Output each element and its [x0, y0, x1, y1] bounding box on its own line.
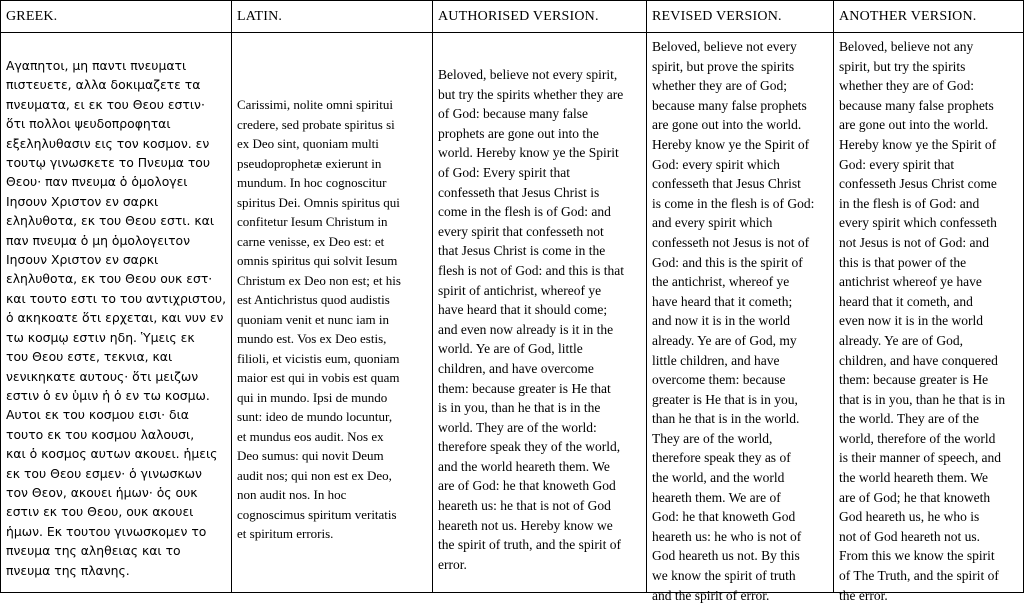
text-line: Christum ex Deo non est; et his	[237, 272, 401, 288]
text-line: confesseth not Jesus is not of	[652, 234, 810, 250]
text-line: εστιν εκ του Θεου, ουκ ακουει	[6, 504, 194, 520]
text-line: πνευματα, ει εκ του Θεου εστιν·	[6, 96, 205, 112]
text-line: Carissimi, nolite omni spiritui	[237, 97, 393, 112]
text-line: credere, sed probate spiritus si	[237, 116, 395, 132]
text-line: sunt: ideo de mundo locuntur,	[237, 409, 393, 424]
text-line: have heard that it cometh;	[652, 293, 793, 309]
text-line: come in the flesh is of God: and	[438, 204, 611, 220]
text-line: quoniam venit et nunc iam in	[237, 311, 389, 327]
text-line: the antichrist, whereof ye	[652, 274, 790, 290]
text-line: confesseth that Jesus Christ	[652, 176, 801, 192]
text-line: and even now already is it in the	[438, 321, 614, 337]
text-line: maior est qui in vobis est quam	[237, 370, 400, 385]
text-line: Ιησουν Χριστον εν σαρκι	[6, 193, 159, 209]
text-line: εξεληλυθασιν εις τον κοσμον. εν	[6, 135, 210, 151]
text-line: than he that is in the world.	[652, 411, 800, 427]
text-line: ὅτι πολλοι ψευδοπροφηται	[6, 116, 171, 132]
text-line: mundo est. Vos ex Deo estis,	[237, 331, 387, 346]
text-line: και τουτο εστι το του αντιχριστου,	[6, 290, 227, 306]
text-line: God: every spirit which	[652, 156, 780, 172]
text-line: filioli, et vicistis eum, quoniam	[237, 350, 400, 366]
text-line: already. Ye are of God,	[839, 332, 963, 348]
text-line: the world, and the world	[652, 470, 785, 486]
text-line: pseudoprophetæ exierunt in	[237, 155, 382, 171]
text-line: πνευμα της αληθειας και το	[6, 543, 181, 559]
text-line: εστιν ὁ εν ὑμιν ἡ ὁ εν τω κοσμω.	[6, 387, 210, 403]
text-line: God heareth us, he who is	[839, 509, 980, 525]
another-version-text-cell	[834, 33, 1023, 603]
text-line: ex Deo sint, quoniam multi	[237, 136, 379, 151]
text-line: world. Hereby know ye the Spirit	[438, 145, 619, 161]
text-line: τον Θεον, ακουει ἡμων· ὁς ουκ	[6, 484, 198, 500]
text-line: Deo sumus: qui novit Deum	[237, 448, 384, 463]
text-line: whether they are of God;	[652, 78, 787, 94]
text-line: τουτῳ γινωσκετε το Πνευμα του	[6, 155, 211, 171]
text-line: ὁ ακηκοατε ὅτι ερχεται, και νυν εν	[6, 310, 224, 326]
text-line: are of God; he that knoweth	[839, 489, 991, 505]
text-line: world. They are of the world:	[438, 419, 597, 435]
text-line: of God: because many false	[438, 106, 588, 122]
text-line: this is that power of the	[839, 254, 967, 270]
text-line: est Antichristus quod audistis	[237, 292, 390, 307]
text-line: of The Truth, and the spirit of	[839, 568, 999, 584]
text-line: Ιησουν Χριστον εν σαρκι	[6, 252, 159, 268]
text-line: God: every spirit that	[839, 156, 955, 172]
text-line: that Jesus Christ is come in the	[438, 243, 606, 259]
text-line: audit nos; qui non est ex Deo,	[237, 467, 392, 483]
text-line: ἡμων. Εκ τουτου γινωσκομεν το	[6, 523, 207, 539]
text-line: Hereby know ye the Spirit of	[839, 136, 997, 152]
text-line: we know the spirit of truth	[652, 568, 796, 584]
text-line: and the world heareth them. We	[438, 458, 610, 474]
text-line: but try the spirits whether they are	[438, 86, 624, 102]
text-line: children, and have conquered	[839, 352, 998, 368]
text-line: world, therefore of the world	[839, 430, 996, 446]
text-line: of God: Every spirit that	[438, 164, 570, 180]
text-line: From this we know the spirit	[839, 548, 995, 564]
text-line: cognoscimus spiritum veritatis	[237, 506, 397, 522]
text-line: heareth them. We are of	[652, 489, 781, 505]
header-latin: LATIN.	[232, 1, 433, 32]
text-line: little children, and have	[652, 352, 780, 368]
text-line: spiritus Dei. Omnis spiritus qui	[237, 194, 400, 210]
text-line: therefore speak they of the world,	[438, 439, 621, 455]
header-revised-version: REVISED VERSION.	[647, 1, 834, 32]
text-line: τουτο εκ του κοσμου λαλουσι,	[6, 426, 195, 442]
text-line: already. Ye are of God, my	[652, 332, 797, 348]
text-line: They are of the world,	[652, 430, 773, 446]
text-line: Αυτοι εκ του κοσμου εισι· δια	[6, 407, 189, 423]
text-line: that is in you, than he that is in	[839, 391, 1006, 407]
text-line: the error.	[839, 587, 888, 603]
text-line: confitetur Iesum Christum in	[237, 214, 388, 229]
revised-version-text-cell	[647, 33, 834, 603]
header-greek: GREEK.	[1, 1, 232, 32]
text-line: non audit nos. In hoc	[237, 487, 347, 502]
text-line: τω κοσμῳ εστιν ηδη. Ὑμεις εκ	[6, 329, 195, 345]
text-line: are gone out into the world.	[839, 117, 989, 133]
text-line: Beloved, believe not every spirit,	[438, 67, 618, 82]
text-line: heareth not us. Hereby know we	[438, 517, 613, 533]
text-line: spirit, but try the spirits	[839, 58, 966, 74]
text-line: therefore speak they as of	[652, 450, 791, 466]
text-line: every spirit that confesseth not	[438, 223, 604, 239]
text-line: and every spirit which	[652, 215, 773, 231]
text-line: heard that it cometh, and	[839, 293, 973, 309]
text-line: του Θεου εστε, τεκνια, και	[6, 349, 173, 365]
text-line: the world. They are of the	[839, 411, 979, 427]
greek-text-cell	[1, 33, 232, 592]
text-line: εληλυθοτα, εκ του Θεου ουκ εστ·	[6, 271, 213, 287]
text-line: world. Ye are of God, little	[438, 341, 583, 357]
text-line: spirit of antichrist, whereof ye	[438, 282, 602, 298]
text-line: have heard that it should come;	[438, 302, 608, 318]
text-line: εκ του Θεου εσμεν· ὁ γινωσκων	[6, 465, 202, 481]
text-line: not of God heareth not us.	[839, 528, 980, 544]
text-line: are gone out into the world.	[652, 117, 802, 133]
authorised-version-text-cell	[433, 33, 647, 592]
text-line: error.	[438, 556, 467, 572]
text-line: whether they are of God:	[839, 78, 974, 94]
text-line: εληλυθοτα, εκ του Θεου εστι. και	[6, 213, 215, 229]
text-line: πνευμα της πλανης.	[6, 562, 130, 578]
text-line: qui in mundo. Ipsi de mundo	[237, 389, 388, 405]
text-line: and the spirit of error.	[652, 587, 770, 603]
text-line: νενικηκατε αυτους· ὅτι μειζων	[6, 368, 199, 384]
text-line: God: and this is the spirit of	[652, 254, 803, 270]
text-line: confesseth Jesus Christ come	[839, 176, 997, 192]
text-line: the world heareth them. We	[839, 470, 988, 486]
text-line: are of God: he that knoweth God	[438, 478, 616, 494]
text-line: overcome them: because	[652, 372, 786, 388]
text-line: et mundus eos audit. Nos ex	[237, 428, 384, 444]
latin-text-cell	[232, 33, 433, 592]
text-line: mundum. In hoc cognoscitur	[237, 175, 387, 190]
text-line: confesseth that Jesus Christ is	[438, 184, 600, 200]
text-line: is their manner of speech, and	[839, 450, 1001, 466]
text-line: God: he that knoweth God	[652, 509, 796, 525]
text-line: God heareth us not. By this	[652, 548, 800, 564]
text-line: because many false prophets	[839, 97, 994, 113]
text-line: heareth us: he who is not of	[652, 528, 802, 544]
text-line: Hereby know ye the Spirit of	[652, 136, 810, 152]
text-line: και ὁ κοσμος αυτων ακουει. ἡμεις	[6, 446, 218, 462]
text-line: πιστευετε, αλλα δοκιμαζετε τα	[6, 77, 201, 93]
text-line: prophets are gone out into the	[438, 125, 599, 141]
text-line: greater is He that is in you,	[652, 391, 798, 407]
text-line: the spirit of truth, and the spirit of	[438, 537, 621, 553]
text-line: carne venisse, ex Deo est: et	[237, 233, 385, 249]
text-line: children, and have overcome	[438, 360, 594, 376]
text-line: in the flesh is of God: and	[839, 195, 980, 211]
text-line: every spirit which confesseth	[839, 215, 997, 231]
text-line: antichrist whereof ye have	[839, 274, 982, 290]
text-line: not Jesus is not of God: and	[839, 234, 989, 250]
text-line: because many false prophets	[652, 97, 807, 113]
text-line: even now it is in the world	[839, 313, 983, 329]
text-line: flesh is not of God: and this is that	[438, 262, 624, 278]
text-line: spirit, but prove the spirits	[652, 58, 795, 74]
text-line: et spiritum erroris.	[237, 526, 334, 541]
text-line: them: because greater is He that	[438, 380, 611, 396]
text-line: is come in the flesh is of God:	[652, 195, 815, 211]
text-line: παν πνευμα ὁ μη ὁμολογειτον	[6, 232, 191, 248]
header-another-version: ANOTHER VERSION.	[839, 9, 977, 24]
text-line: them: because greater is He	[839, 372, 989, 388]
header-authorised-version: AUTHORISED VERSION.	[433, 1, 647, 32]
text-line: and now it is in the world	[652, 313, 790, 329]
text-line: Beloved, believe not any	[839, 39, 974, 54]
text-line: heareth us: he that is not of God	[438, 498, 611, 514]
text-line: Αγαπητοι, μη παντι πνευματι	[6, 58, 187, 73]
text-line: is in you, than he that is in the	[438, 400, 601, 416]
text-line: omnis spiritus qui solvit Iesum	[237, 253, 398, 268]
text-line: Beloved, believe not every	[652, 39, 797, 54]
text-line: Θεου· παν πνευμα ὁ ὁμολογει	[6, 174, 188, 190]
